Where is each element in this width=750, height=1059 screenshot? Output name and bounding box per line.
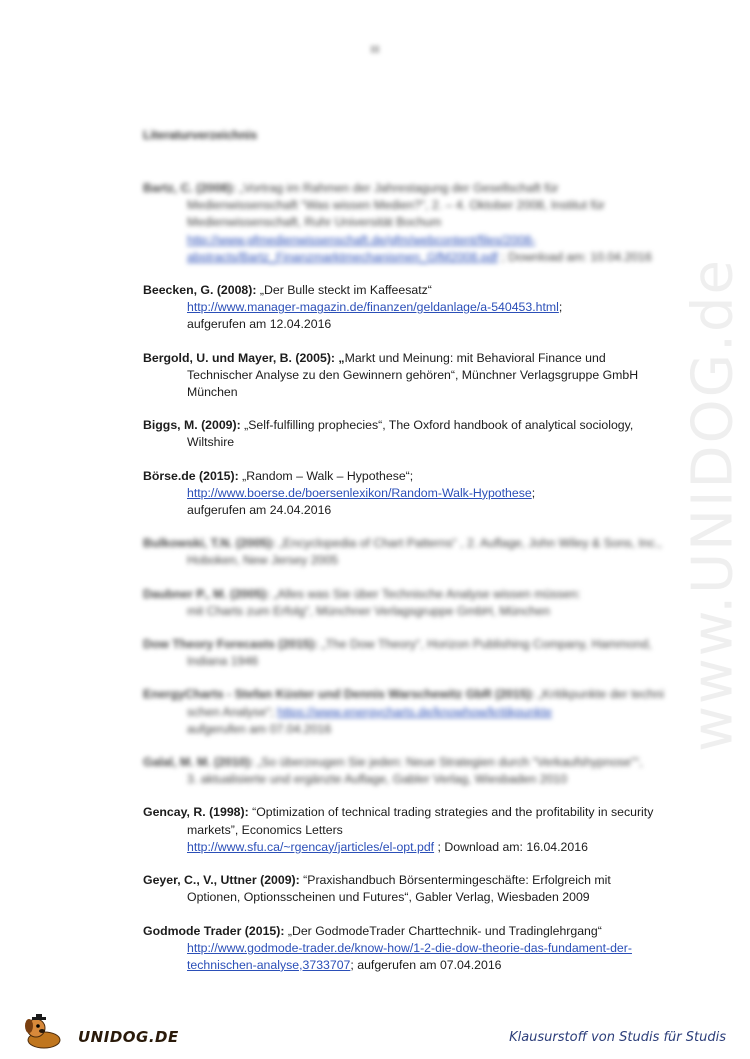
reference-link[interactable]: https://www.energycharts.de/knowhow/kritikpunkte xyxy=(277,704,552,719)
reference-line xyxy=(143,535,683,552)
reference-author: Dow Theory Forecasts (2015): xyxy=(143,637,318,652)
reference-text: aufgerufen am 07.04.2016 xyxy=(187,721,332,736)
reference-entry xyxy=(143,468,683,520)
reference-line xyxy=(143,586,683,603)
reference-entry xyxy=(143,180,683,266)
reference-line xyxy=(143,686,683,703)
reference-line xyxy=(143,603,683,620)
reference-text: Optionen, Optionsscheinen und Futures“, Gabler Verlag, Wiesbaden 2009 xyxy=(187,890,590,905)
reference-text: 3. aktualisierte und ergänzte Auflage, Gabler Verlag, Wiesbaden 2010 xyxy=(187,772,568,787)
reference-line xyxy=(143,249,683,266)
reference-author: Bartz, C. (2008): xyxy=(143,181,236,195)
reference-line xyxy=(143,232,683,249)
reference-author: Godmode Trader (2015): xyxy=(143,923,285,938)
reference-link[interactable]: http://www.sfu.ca/~rgencay/jarticles/el-opt.pdf xyxy=(187,839,435,854)
reference-line xyxy=(143,771,683,788)
reference-text: Medienwissenschaft “Was wissen Medien?”, 2. – 4. Oktober 2008, Institut für xyxy=(187,198,605,213)
reference-link[interactable]: http://www.manager-magazin.de/finanzen/geldanlage/a-540453.html xyxy=(187,300,559,315)
reference-line xyxy=(143,384,683,401)
reference-line xyxy=(143,889,683,906)
reference-line xyxy=(143,214,683,231)
section-heading: Literaturverzeichnis xyxy=(143,128,258,142)
reference-line xyxy=(143,839,683,856)
reference-text: „Encyclopedia of Chart Patterns“ , 2. Auflage, John Wiley & Sons, Inc., xyxy=(275,536,662,551)
reference-text: schen Analyse“; xyxy=(187,704,278,719)
unidog-logo xyxy=(22,1014,179,1048)
reference-entry xyxy=(143,872,683,906)
reference-entry xyxy=(143,586,683,620)
reference-line xyxy=(143,552,683,569)
reference-line xyxy=(143,434,683,451)
reference-line xyxy=(143,721,683,738)
reference-text: aufgerufen am 24.04.2016 xyxy=(187,503,332,518)
reference-entry xyxy=(143,282,683,334)
reference-line xyxy=(143,502,683,519)
reference-author: Biggs, M. (2009): xyxy=(143,418,241,433)
reference-line xyxy=(143,636,683,653)
dog-mascot-icon xyxy=(22,1014,66,1050)
reference-text: „Random – Walk – Hypothese“; xyxy=(238,468,414,483)
reference-entry xyxy=(143,686,683,738)
reference-text: Markt und Meinung: mit Behavioral Finance und xyxy=(344,350,606,365)
reference-line xyxy=(143,350,683,367)
reference-author: Galal, M. M. (2010): xyxy=(143,755,254,770)
reference-line xyxy=(143,367,683,384)
reference-text: “Praxishandbuch Börsentermingeschäfte: Erfolgreich mit xyxy=(299,873,611,888)
reference-link[interactable]: http://www.godmode-trader.de/know-how/1-2-die-dow-theorie-das-fundament-der- xyxy=(187,940,632,955)
reference-text: Medienwissenschaft, Ruhr Universität Bochum xyxy=(187,215,442,230)
logo-text: UNIDOG.DE xyxy=(78,1028,179,1046)
reference-author: Gencay, R. (1998): xyxy=(143,805,249,820)
reference-line xyxy=(143,197,683,214)
reference-text: „Vortrag im Rahmen der Jahrestagung der Gesellschaft für xyxy=(235,181,559,195)
footer-tagline: Klausurstoff von Studis für Studis xyxy=(509,1030,726,1045)
reference-author: Bergold, U. und Mayer, B. (2005): „ xyxy=(143,350,345,365)
reference-link[interactable]: http://www.boerse.de/boersenlexikon/Random-Walk-Hypothese xyxy=(187,485,532,500)
reference-text: ; xyxy=(531,485,536,500)
reference-line xyxy=(143,468,683,485)
reference-author: Beecken, G. (2008): xyxy=(143,283,257,298)
reference-text: „Self-fulfilling prophecies“, The Oxford handbook of analytical sociology, xyxy=(240,418,634,433)
reference-entry xyxy=(143,535,683,569)
reference-line xyxy=(143,653,683,670)
reference-line xyxy=(143,485,683,502)
reference-link[interactable]: http://www.gfmedienwissenschaft.de/gfm/webcontent/files/2008- xyxy=(187,232,536,247)
reference-line xyxy=(143,872,683,889)
reference-author: Geyer, C., V., Uttner (2009): xyxy=(143,873,300,888)
reference-entry xyxy=(143,350,683,402)
reference-line xyxy=(143,316,683,333)
reference-text: Hoboken, New Jersey 2005 xyxy=(187,553,339,568)
reference-entry xyxy=(143,754,683,788)
reference-entry xyxy=(143,417,683,451)
reference-text: „Der GodmodeTrader Charttechnik- und Tradinglehrgang“ xyxy=(284,923,602,938)
reference-author: Daubner P., M. (2005): xyxy=(143,586,270,601)
reference-text: Wiltshire xyxy=(187,435,235,450)
reference-line xyxy=(143,299,683,316)
reference-entry xyxy=(143,636,683,670)
reference-text: „The Dow Theory“, Horizon Publishing Company, Hammond, xyxy=(317,637,652,652)
reference-line xyxy=(143,180,683,197)
reference-text: ; Download am: 10.04.2016 xyxy=(497,249,652,264)
reference-text: München xyxy=(187,385,238,400)
watermark: www.UNIDOG.de xyxy=(680,258,746,752)
reference-link[interactable]: technischen-analyse,3733707 xyxy=(187,957,351,972)
reference-line xyxy=(143,417,683,434)
reference-author: Börse.de (2015): xyxy=(143,468,239,483)
reference-line xyxy=(143,754,683,771)
reference-line xyxy=(143,940,683,957)
reference-text: aufgerufen am 12.04.2016 xyxy=(187,317,332,332)
reference-text: „Alles was Sie über Technische Analyse wissen müssen: xyxy=(269,586,581,601)
reference-entry xyxy=(143,923,683,975)
reference-text: Technischer Analyse zu den Gewinnern gehören“, Münchner Verlagsgruppe GmbH xyxy=(187,367,639,382)
page-number: III xyxy=(370,44,380,56)
reference-text: mit Charts zum Erfolg“, Münchner Verlagsgruppe GmbH, München xyxy=(187,603,550,618)
reference-line xyxy=(143,282,683,299)
reference-list xyxy=(143,180,683,990)
reference-text: „So überzeugen Sie jeden: Neue Strategien durch “Verkaufshypnose”“, xyxy=(253,755,643,770)
reference-line xyxy=(143,923,683,940)
reference-entry xyxy=(143,804,683,856)
reference-line xyxy=(143,957,683,974)
reference-author: Bulkowski, T.N. (2005): xyxy=(143,536,276,551)
reference-text: “Optimization of technical trading strategies and the profitability in security xyxy=(248,805,654,820)
reference-line xyxy=(143,704,683,721)
reference-text: „Kritikpunkte der techni xyxy=(534,687,664,702)
reference-text: „Der Bulle steckt im Kaffeesatz“ xyxy=(256,283,432,298)
reference-text: markets”, Economics Letters xyxy=(187,822,343,837)
reference-line xyxy=(143,804,683,821)
reference-text: ; xyxy=(558,300,563,315)
reference-link[interactable]: abstracts/Bartz_Finanzmarktmechanismen_GfM2008.pdf xyxy=(187,249,498,264)
reference-text: ; aufgerufen am 07.04.2016 xyxy=(350,957,502,972)
reference-author: EnergyCharts - Stefan Küster und Dennis Warschewitz GbR (2015): xyxy=(143,687,535,702)
reference-line xyxy=(143,822,683,839)
reference-text: Indiana 1946 xyxy=(187,654,259,669)
reference-text: ; Download am: 16.04.2016 xyxy=(434,839,588,854)
